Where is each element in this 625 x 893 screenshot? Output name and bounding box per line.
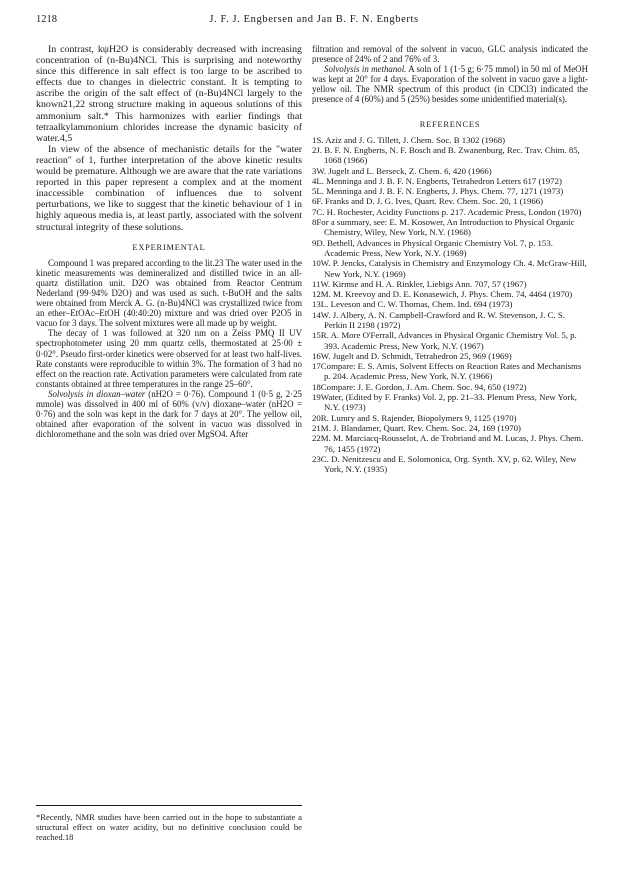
reference-item: 14W. J. Albery, A. N. Campbell-Crawford and R. W. Stevenson, J. C. S. Perkin II 2198 (1972) (312, 309, 565, 330)
experimental-heading: EXPERIMENTAL (132, 242, 206, 252)
discussion-paragraph: In view of the absence of mechanistic details for the "water reaction" of 1, further interpretation of the above kinetic results would be premature. Although we are aware that the rate variations reported in this paper represent a complex and at the moment inaccessible combination of influences due to solvent perturbations, we like to suggest that the kinetic behaviour of 1 in highly aqueous media is, at least partly, associated with the solvent structural integrity of these solutions. (36, 143, 302, 233)
page-number: 1218 (36, 14, 57, 25)
reference-item: 16W. Jugelt and D. Schmidt, Tetrahedron 25, 969 (1969) (312, 350, 512, 361)
reference-item: 8For a summary, see: E. M. Kosower, An Introduction to Physical Organic Chemistry, Wiley, New York, N.Y. (1968) (312, 217, 575, 238)
reference-item: 17Compare: E. S. Amis, Solvent Effects on Reaction Rates and Mechanisms p. 204. Academic Press, New York, N.Y. (1966) (312, 361, 582, 382)
references-heading: REFERENCES (419, 119, 481, 129)
left-column (36, 44, 302, 439)
experimental-continuation (312, 44, 588, 105)
experimental-paragraph: Compound 1 was prepared according to the lit.23 The water used in the kinetic measurements was demineralized and distilled twice in an all-quartz distillation unit. D2O was obtained from Reactor Centrum Nederland (99·94% D2O) and was used as such. t-BuOH and the salts were obtained from Merck A. G. (n-Bu)4NCl was crystallized twice from an ether–EtOAc–EtOH (40:40:20) mixture and was dried over P2O5 in vacuo for 3 days. The solvent mixtures were all made up by weight. (36, 257, 302, 329)
continuation-paragraph: filtration and removal of the solvent in vacuo, GLC analysis indicated the presence of 24% of 2 and 76% of 3. (312, 44, 588, 65)
reference-item: 5L. Menninga and J. B. F. N. Engberts, J. Phys. Chem. 77, 1271 (1973) (312, 186, 564, 197)
reference-item: 11W. Kirmse and H. A. Rinkler, Liebigs Ann. 707, 57 (1967) (312, 278, 527, 289)
reference-item: 2J. B. F. N. Engberts, N. F. Bosch and B. Zwanenburg, Rec. Trav. Chim. 85, 1068 (1966) (312, 144, 580, 166)
experimental-paragraph (312, 64, 588, 104)
reference-item: 13L. Leveson and C. W. Thomas, Chem. Ind. 694 (1973) (312, 299, 513, 310)
reference-item: 6F. Franks and D. J. G. Ives, Quart. Rev. Chem. Soc. 20, 1 (1966) (312, 196, 544, 207)
discussion-paragraph: In contrast, kψH2O is considerably decreased with increasing concentration of (n-Bu)4NCl. This is surprising and noteworthy since this difference in salt effect is too large to be ascribed to effects due to changes in dielectric constant. It is tempting to ascribe the origin of the salt effect of (n-Bu)4NCl largely to the known21,22 strong structure making in aqueous solutions of this ammonium salt.* This harmonizes with earlier findings that tetraalkylammonium chlorides increase the dynamic basicity of water.4,5 (36, 44, 302, 144)
subsection-text: A soln of 1 (1·5 g; 6·75 mmol) in 50 ml of MeOH was kept at 20° for 4 days. Evaporation of the solvent in vacuo gave a light-yellow oil. The NMR spectrum of this product (in CDCl3) indicated the presence of 4 (60%) and 5 (25%) besides some unidentified material(s). (312, 64, 588, 105)
footnote-rule (36, 805, 302, 806)
right-column (312, 44, 588, 474)
subsection-title: Solvolysis in dioxan–water (48, 388, 146, 399)
reference-item: 19Water, (Edited by F. Franks) Vol. 2, pp. 21–33. Plenum Press, New York, N.Y. (1973) (312, 392, 577, 413)
running-header-authors: J. F. J. Engbersen and Jan B. F. N. Engberts (209, 14, 419, 25)
subsection-text: (nH2O = 0·76). Compound 1 (0·5 g, 2·25 mmole) was dissolved in 400 ml of 60% (v/v) dioxane–water (nH2O = 0·76) and the soln was kept in the dark for 7 days at 20°. The yellow oil, obtained after evaporation of the solvent in vacuo was dissolved in dichloromethane and the soln was dried over MgSO4. After (36, 388, 302, 440)
reference-item: 21M. J. Blandamer, Quart. Rev. Chem. Soc. 24, 169 (1970) (312, 422, 521, 433)
reference-list (312, 135, 588, 475)
reference-item: 10W. P. Jencks, Catalysis in Chemistry and Enzymology Ch. 4. McGraw-Hill, New York, N.Y. (1969) (312, 258, 587, 279)
reference-item: 23C. D. Nenitzescu and E. Solomonica, Org. Synth. XV, p. 62. Wiley, New York, N.Y. (1935) (312, 453, 577, 475)
reference-item: 18Compare: J. E. Gordon, J. Am. Chem. Soc. 94, 650 (1972) (312, 381, 527, 392)
reference-item: 22M. M. Marciacq-Rousselot, A. de Trobriand and M. Lucas, J. Phys. Chem. 76, 1455 (1972) (312, 433, 584, 454)
reference-item: 9D. Bethell, Advances in Physical Organic Chemistry Vol. 7, p. 153. Academic Press, New York, N.Y. (1969) (312, 237, 553, 258)
reference-item: 12M. M. Kreevoy and D. E. Konasewich, J. Phys. Chem. 74, 4464 (1970) (312, 289, 573, 300)
reference-item: 4L. Menninga and J. B. F. N. Engberts, Tetrahedron Letters 617 (1972) (312, 175, 562, 186)
running-header (36, 14, 592, 30)
reference-item: 15R. A. More O'Ferrall, Advances in Physical Organic Chemistry Vol. 5, p. 393. Academic Press, New York, N.Y. (1967) (312, 330, 577, 351)
subsection-title: Solvolysis in methanol. (324, 64, 407, 75)
footnote: *Recently, NMR studies have been carried out in the hope to substantiate a structural effect on water acidity, but no definitive conclusion could be reached.18 (36, 812, 302, 843)
reference-item: 1S. Aziz and J. G. Tillett, J. Chem. Soc. B 1302 (1968) (312, 134, 506, 145)
experimental-paragraph: The decay of 1 was followed at 320 nm on a Zeiss PMQ II UV spectrophotometer using 20 mm quartz cells, thermostated at 25·00 ± 0·02°. Pseudo first-order kinetics were observed for at least two half-lives. Rate constants were reproducible to within 3%. The formation of 3 had no effect on the reaction rate. Activation parameters were calculated from rate constants obtained at three temperatures in the range 25–60°. (36, 328, 302, 389)
experimental-paragraph (36, 389, 302, 439)
reference-item: 3W. Jugelt and L. Berseck, Z. Chem. 6, 420 (1966) (312, 165, 492, 176)
experimental-section (36, 258, 302, 440)
reference-item: 7C. H. Rochester, Acidity Functions p. 217. Academic Press, London (1970) (312, 206, 582, 217)
reference-item: 20R. Lumry and S. Rajender, Biopolymers 9, 1125 (1970) (312, 412, 517, 423)
